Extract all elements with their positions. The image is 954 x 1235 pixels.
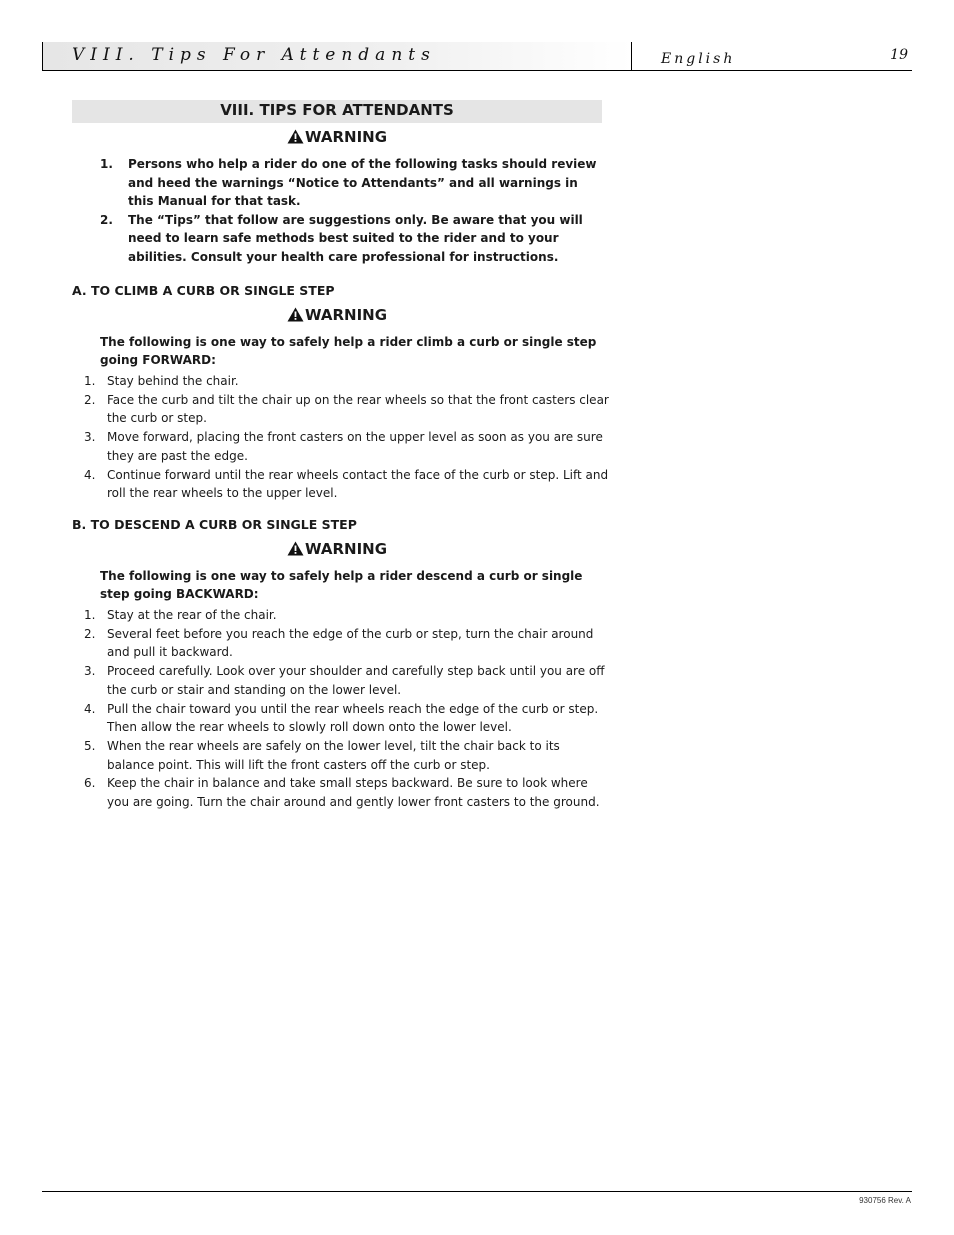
header-rule-right	[631, 70, 912, 71]
step-text: Continue forward until the rear wheels contact the face of the curb or step. Lift and roll the rear wheels to the upper level.	[107, 467, 609, 501]
list-item	[84, 774, 609, 811]
header-title: VIII. Tips For Attendants	[72, 45, 436, 65]
warning-label: WARNING	[304, 306, 388, 324]
step-text: Stay behind the chair.	[107, 374, 239, 388]
header-language: English	[661, 51, 736, 67]
step-number: 2.	[84, 626, 96, 641]
list-item	[84, 391, 609, 428]
warning-triangle-icon	[287, 307, 304, 322]
subsection-a-intro: The following is one way to safely help a rider climb a curb or single step going FORWARD:	[100, 335, 597, 367]
step-text: Stay at the rear of the chair.	[107, 608, 277, 622]
warning-heading	[72, 540, 602, 558]
step-text: Move forward, placing the front casters on the upper level as soon as you are sure they are past the edge.	[107, 430, 603, 463]
list-item	[84, 428, 609, 465]
step-number: 1.	[84, 608, 96, 622]
step-text: When the rear wheels are safely on the lower level, tilt the chair back to its balance point. This will lift the front casters off the curb or step.	[107, 738, 560, 772]
list-item-number: 1.	[100, 157, 113, 171]
step-number: 1.	[84, 374, 96, 388]
step-number: 5.	[84, 738, 96, 753]
step-text: Several feet before you reach the edge of the curb or step, turn the chair around and pull it backward.	[107, 626, 594, 660]
subsection-a-steps	[84, 372, 609, 503]
step-text: Pull the chair toward you until the rear wheels reach the edge of the curb or step. Then allow the rear wheels to slowly roll down onto the lower level.	[107, 701, 599, 735]
list-item	[84, 466, 609, 503]
step-number: 4.	[84, 701, 96, 716]
warning-heading	[72, 306, 602, 324]
step-number: 6.	[84, 776, 96, 791]
list-item	[84, 625, 609, 662]
page-number: 19	[890, 47, 908, 63]
list-item	[100, 155, 605, 211]
subsection-a-title: A. TO CLIMB A CURB OR SINGLE STEP	[72, 283, 335, 298]
section-title: VIII. TIPS FOR ATTENDANTS	[220, 101, 454, 119]
list-item	[84, 606, 609, 625]
step-text: Keep the chair in balance and take small steps backward. Be sure to look where you are going. Turn the chair around and gently lower front casters to the ground.	[107, 776, 600, 810]
list-item-text: The “Tips” that follow are suggestions only. Be aware that you will need to learn safe methods best suited to the rider and to your abilities. Consult your health care professional for instructions.	[128, 212, 583, 264]
step-number: 3.	[84, 430, 96, 445]
attendant-notice-list	[100, 155, 605, 266]
warning-label: WARNING	[304, 128, 388, 146]
step-number: 4.	[84, 467, 96, 482]
subsection-b-steps	[84, 606, 609, 812]
subsection-b-intro: The following is one way to safely help a rider descend a curb or single step going BACKWARD:	[100, 569, 583, 601]
warning-label: WARNING	[304, 540, 388, 558]
list-item-number: 2.	[100, 212, 113, 227]
header-divider	[631, 42, 632, 70]
list-item	[84, 737, 609, 774]
warning-heading	[72, 128, 602, 146]
step-text: Face the curb and tilt the chair up on the rear wheels so that the front casters clear the curb or step.	[107, 392, 609, 426]
list-item	[84, 662, 609, 699]
document-code: 930756 Rev. A	[859, 1196, 911, 1205]
step-number: 3.	[84, 664, 96, 679]
list-item-text: Persons who help a rider do one of the following tasks should review and heed the warnings “Notice to Attendants” and all warnings in this Manual for that task.	[128, 157, 597, 208]
header-rule	[42, 70, 631, 71]
list-item	[84, 372, 609, 391]
list-item	[100, 211, 605, 267]
subsection-b-title: B. TO DESCEND A CURB OR SINGLE STEP	[72, 517, 357, 532]
warning-triangle-icon	[287, 541, 304, 556]
step-number: 2.	[84, 392, 96, 407]
step-text: Proceed carefully. Look over your shoulder and carefully step back until you are off the curb or stair and standing on the lower level.	[107, 664, 605, 697]
warning-triangle-icon	[287, 129, 304, 144]
footer-rule	[42, 1191, 912, 1192]
list-item	[84, 700, 609, 737]
